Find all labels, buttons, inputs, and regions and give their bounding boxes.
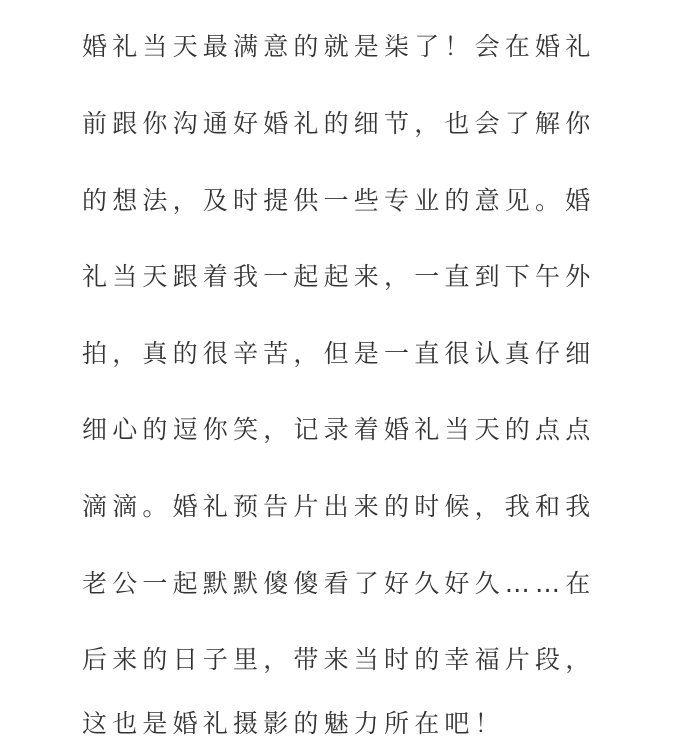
text-line: 这也是婚礼摄影的魅力所在吧！ xyxy=(82,709,505,738)
text-line: 细心的逗你笑，记录着婚礼当天的点点 xyxy=(82,415,596,444)
text-line: 的想法，及时提供一些专业的意见。婚 xyxy=(82,186,596,215)
text-line: 后来的日子里，带来当时的幸福片段， xyxy=(82,645,596,674)
text-line: 前跟你沟通好婚礼的细节，也会了解你 xyxy=(82,109,596,138)
text-line: 老公一起默默傻傻看了好久好久……在 xyxy=(82,569,596,598)
text-line: 婚礼当天最满意的就是柒了！会在婚礼 xyxy=(82,32,596,61)
text-line: 拍，真的很辛苦，但是一直很认真仔细 xyxy=(82,339,596,368)
text-line: 滴滴。婚礼预告片出来的时候，我和我 xyxy=(82,492,596,521)
text-line: 礼当天跟着我一起起来，一直到下午外 xyxy=(82,262,596,291)
